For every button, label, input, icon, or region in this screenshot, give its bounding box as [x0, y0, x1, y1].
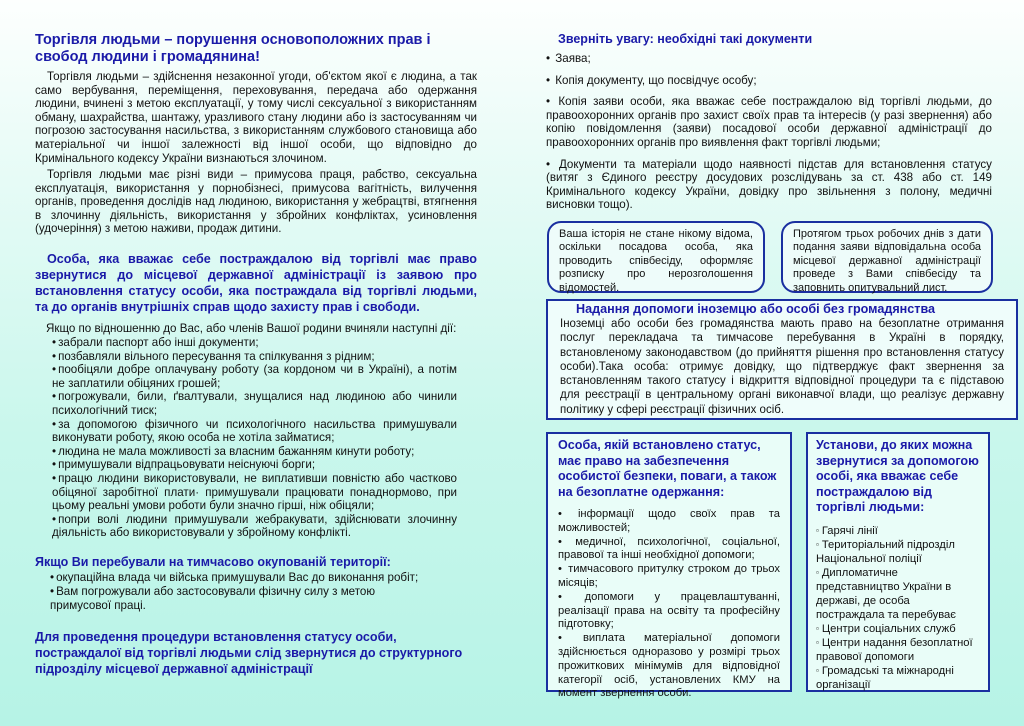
status-rights-list — [558, 508, 780, 701]
list-item: • працю людини використовували, не виплативши повністю або частково обіцяної заробітної плати· примушували працювати понаднормово, при цьому реальні умови роботи були значно гірші, ніж обіцяли; — [52, 471, 457, 513]
bullet-icon: • — [52, 471, 57, 485]
occupied-territory-heading: Якщо Ви перебували на тимчасово окупованій території: — [35, 555, 391, 569]
list-item: • тимчасового притулку строком до трьох місяців; — [558, 563, 780, 589]
list-item: ▫ Гарячі лінії — [816, 524, 878, 537]
actions-list — [52, 336, 457, 540]
bullet-icon: • — [52, 417, 57, 431]
list-item: • окупаційна влада чи війська примушували Вас до виконання робіт; — [50, 571, 419, 584]
foreigner-assistance-heading: Надання допомоги іноземцю або особі без громадянства — [576, 302, 936, 316]
list-item: • допомоги у працевлаштуванні, реалізації права на освіту та професійну підготовку; — [558, 590, 780, 631]
list-item: • Документи та матеріали щодо наявності підстав для встановлення статусу (витяг з Єдиного реєстру досудових розслідувань за ст. 438 або ст. 149 Кримінального кодексу України, довідку про звільнення з полону, медичні висновки тощо). — [546, 157, 992, 212]
types-paragraph — [35, 168, 477, 236]
documents-heading: Зверніть увагу: необхідні такі документи — [558, 32, 813, 46]
bullet-icon: • — [50, 585, 55, 598]
occupied-list — [50, 571, 420, 613]
list-item: • позбавляли вільного пересування та спілкування з рідним; — [52, 349, 375, 363]
bullet-icon: • — [50, 571, 55, 584]
list-item: • погрожували, били, ґвалтували, знущалися над людиною або чинили психологічний тиск; — [52, 390, 457, 417]
definition-text: Торгівля людьми – здійснення незаконної угоди, об'єктом якої є людина, а так само вербування, переміщення, переховування, передача або одержання людини, вчинені з метою експлуатації, у тому числі сексуальної з використанням обману, шахрайства, шантажу, уразливого стану людини або із застосуванням чи погрозою застосування насильства, з використанням службового становища або матеріальної чи іншої залежності від іншої особи, що відповідно до Кримінального кодексу України визнаються злочином. — [35, 70, 477, 165]
types-text: Торгівля людьми має різні види – примусова праця, рабство, сексуальна експлуатація, використання у порнобізнесі, примусова вагітність, вилучення органів, проведення дослідів над людиною, використання у жебрацтві, втягнення в злочинну діяльність, використання у збройних конфліктах, усиновлення (удочеріння) з метою наживи, продаж дитини. — [35, 168, 477, 236]
definition-paragraph — [35, 70, 477, 165]
list-item: • виплата матеріальної допомоги здійснюється одноразово у розмірі трьох прожиткових мінімумів для відповідної категорії осіб, установлених КМУ на момент звернення особи. — [558, 632, 780, 700]
rights-statement — [35, 251, 477, 315]
bullet-icon: • — [546, 157, 551, 171]
list-item: • медичної, психологічної, соціальної, правової та інші необхідної допомоги; — [558, 535, 780, 562]
square-bullet-icon: ▫ — [816, 539, 819, 549]
institutions-box — [806, 432, 990, 692]
list-item: • за допомогою фізичного чи психологічного насильства примушували виконувати роботу, якою особа не хотіла займатися; — [52, 417, 457, 445]
list-item: • Заява; — [546, 52, 591, 65]
bullet-icon: • — [52, 349, 57, 363]
list-item: • людина не мала можливості за власним бажанням кинути роботу; — [52, 444, 415, 458]
bullet-icon: • — [558, 590, 562, 603]
final-note: Для проведення процедури встановлення статусу особи, постраждалої від торгівлі людьми слід звернутися до структурного підрозділу місцевої державної адміністрації — [35, 630, 463, 676]
actions-intro: Якщо по відношенню до Вас, або членів Вашої родини вчиняли наступні дії: — [46, 322, 457, 335]
documents-list — [546, 52, 992, 220]
bullet-icon: • — [546, 73, 551, 87]
status-rights-heading: Особа, якій встановлено статус, має право на забезпечення особистої безпеки, поваги, а також на безоплатне одержання: — [558, 438, 777, 499]
list-item: • пообіцяли добре оплачувану роботу (за кордоном чи в Україні), а потім не заплатили обіцяних грошей; — [52, 363, 457, 390]
foreigner-assistance-text: Іноземці або особи без громадянства мають право на безоплатне отримання послуг перекладача та тимчасове перебування в Україні в порядку, встановленому законодавством (до прийняття рішення про встановлення статусу особи).Така особа: отримує довідку, що підтверджує факт звернення за встановленням такого статусу і відкриття відповідної процедури та є підставою для реєстрації в центральному органі виконавчої влади, що реалізує державну політику у сфері реєстрації фізичних осіб. — [560, 318, 1004, 416]
square-bullet-icon: ▫ — [816, 623, 819, 633]
list-item: ▫ Дипломатичне представництво України в державі, де особа постраждала та перебуває — [816, 566, 956, 621]
square-bullet-icon: ▫ — [816, 665, 819, 675]
bullet-icon: • — [558, 508, 562, 520]
list-item: ▫ Територіальний підрозділ Національної поліції — [816, 538, 955, 565]
foreigner-assistance-box — [546, 299, 1018, 420]
list-item: • Копія заяви особи, яка вважає себе постраждалою від торгівлі людьми, до правоохоронних органів про захист своїх прав та інтересів (у разі звернення) або копію повідомлення (заяви) посадової особи державної адміністрації до правоохоронних органів про виявлення факт торгівлі людьми; — [546, 95, 992, 149]
list-item: ▫ Центри надання безоплатної правової допомоги — [816, 636, 973, 663]
rights-statement-text: Особа, яка вважає себе постраждалою від торгівлі має право звернутися до місцевої державної адміністрації із заявою про встановлення статусу особи, яка постраждала від торгівлі людьми, та до органів внутрішніх справ щодо захисту прав і свободи. — [35, 252, 477, 314]
list-item: • забрали паспорт або інші документи; — [52, 336, 259, 349]
list-item: • попри волі людини примушували жебракувати, здійснювати злочинну діяльність або використовували у збройному конфлікті. — [52, 512, 457, 540]
square-bullet-icon: ▫ — [816, 637, 819, 647]
bullet-icon: • — [558, 632, 562, 645]
page-title: Торгівля людьми – порушення основоположних прав і свобод людини і громадянина! — [35, 32, 431, 65]
bullet-icon: • — [52, 458, 57, 472]
bullet-icon: • — [558, 535, 562, 548]
bullet-icon: • — [546, 95, 551, 109]
bullet-icon: • — [52, 363, 57, 377]
bullet-icon: • — [558, 563, 562, 576]
institutions-heading: Установи, до яких можна звернутися за допомогою особі, яка вважає себе постраждалою від торгівлі людьми: — [816, 438, 979, 514]
interview-box: Протягом трьох робочих днів з дати подання заяви відповідальна особа місцевої державної адміністрації проведе з Вами співбесіду та заповнить опитувальний лист. — [781, 221, 993, 293]
list-item: • примушували відпрацьовувати неіснуючі борги; — [52, 458, 316, 472]
status-rights-box — [546, 432, 792, 700]
list-item: • Копія документу, що посвідчує особу; — [546, 73, 757, 87]
institutions-list — [816, 524, 980, 692]
bullet-icon: • — [52, 512, 57, 526]
list-item: • інформації щодо своїх прав та можливостей; — [558, 508, 781, 534]
bullet-icon: • — [546, 52, 551, 65]
list-item: ▫ Центри соціальних служб — [816, 622, 956, 635]
square-bullet-icon: ▫ — [816, 567, 819, 577]
list-item: ▫ Громадські та міжнародні організації — [816, 664, 954, 691]
confidentiality-box: Ваша історія не стане нікому відома, оскільки посадова особа, яка проводить співбесіду, оформляє розписку про нерозголошення відомостей. — [547, 221, 765, 293]
square-bullet-icon: ▫ — [816, 525, 819, 535]
bullet-icon: • — [52, 390, 57, 404]
bullet-icon: • — [52, 336, 57, 349]
list-item: • Вам погрожували або застосовували фізичну силу з метою примусової праці. — [50, 585, 376, 612]
bullet-icon: • — [52, 444, 57, 458]
